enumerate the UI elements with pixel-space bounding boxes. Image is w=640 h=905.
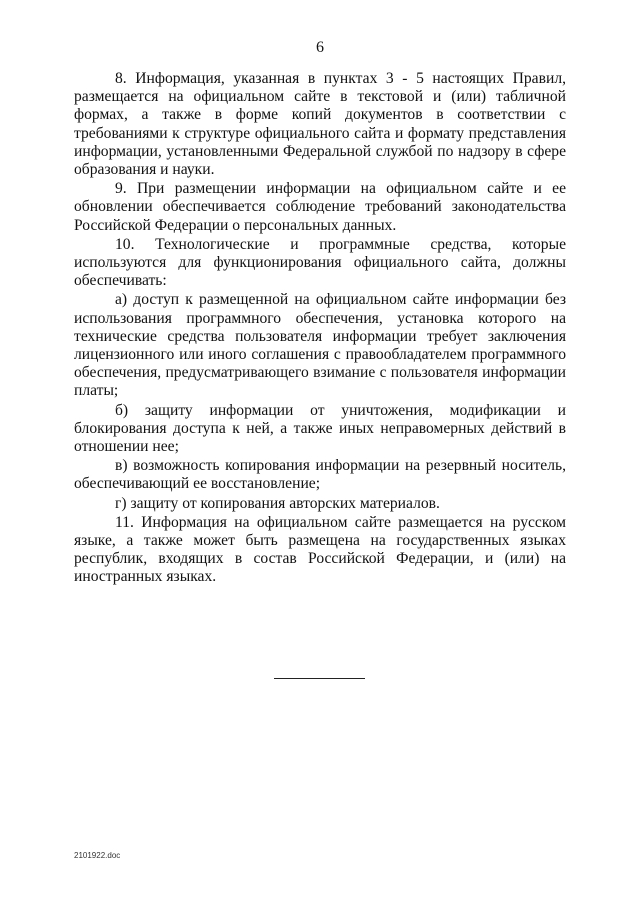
page-number: 6 <box>316 39 324 56</box>
document-body <box>74 70 566 587</box>
paragraph-11: 11. Информация на официальном сайте размещается на русском языке, а также может быть размещена на государственных языках республик, входящих в состав Российской Федерации, и (или) на иностранных языках. <box>74 513 566 586</box>
paragraph-8: 8. Информация, указанная в пунктах 3 - 5 настоящих Правил, размещается на официальном сайте в текстовой и (или) табличной формах, а также в форме копий документов в соответствии с требованиями к структуре официального сайта и формату представления информации, установленными Федеральной службой по надзору в сфере образования и науки. <box>74 70 566 179</box>
paragraph-9: 9. При размещении информации на официальном сайте и ее обновлении обеспечивается соблюдение требований законодательства Российской Федерации о персональных данных. <box>74 180 566 234</box>
paragraph-10: 10. Технологические и программные средства, которые используются для функционирования официального сайта, должны обеспечивать: <box>74 235 566 290</box>
paragraph-10-g: г) защиту от копирования авторских материалов. <box>115 494 440 512</box>
paragraph-10-b: б) защиту информации от уничтожения, модификации и блокирования доступа к ней, а также иных неправомерных действий в отношении нее; <box>74 401 566 456</box>
document-code: 2101922.doc <box>74 851 121 860</box>
paragraph-10-v: в) возможность копирования информации на резервный носитель, обеспечивающий ее восстановление; <box>74 457 566 493</box>
end-divider <box>274 678 365 679</box>
paragraph-10-a: а) доступ к размещенной на официальном сайте информации без использования программного обеспечения, установка которого на технические средства пользователя информации требует заключения лицензионного или иного соглашения с правообладателем программного обеспечения, предусматривающего взимание с пользователя информации платы; <box>74 291 566 400</box>
